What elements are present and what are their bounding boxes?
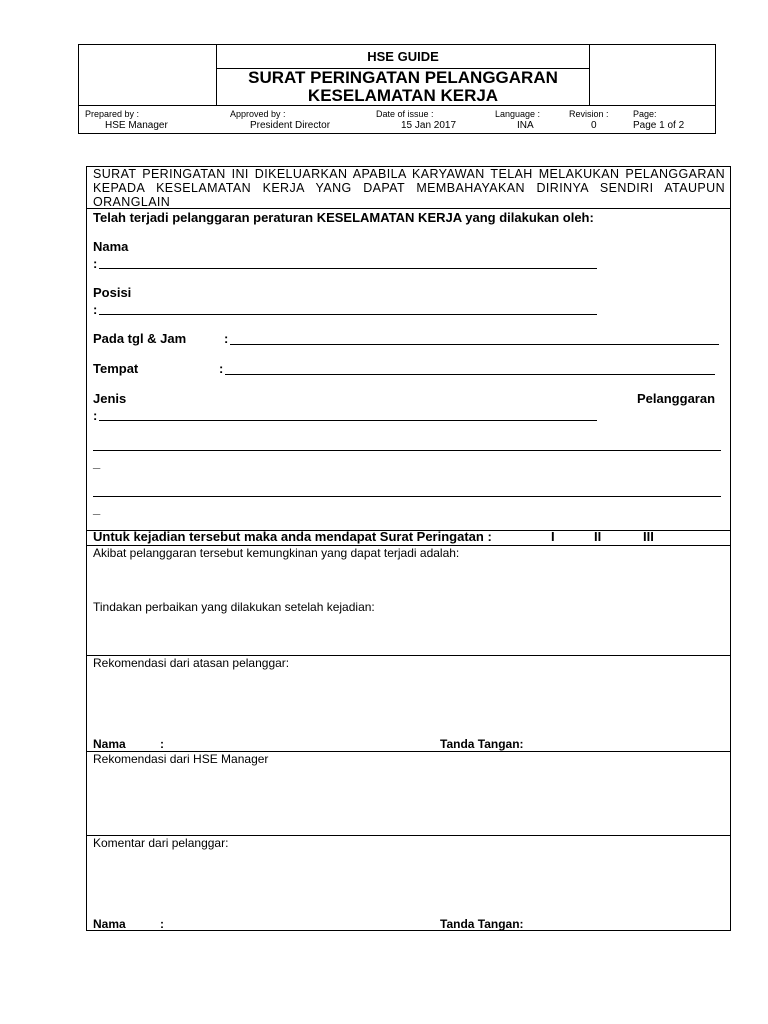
approved-by <box>230 109 330 131</box>
date-value: 15 Jan 2017 <box>401 120 457 131</box>
language <box>495 109 540 131</box>
warning-form <box>86 166 731 931</box>
title-line-1: SURAT PERINGATAN PELANGGARAN <box>248 68 558 87</box>
tgl-jam-colon: : <box>224 331 229 346</box>
rekomendasi-hse-label: Rekomendasi dari HSE Manager <box>93 752 269 766</box>
jenis-colon: : <box>93 408 98 423</box>
posisi-field[interactable] <box>99 314 597 315</box>
atasan-tanda-tangan: Tanda Tangan: <box>440 737 524 751</box>
akibat-label: Akibat pelanggaran tersebut kemungkinan yang dapat terjadi adalah: <box>93 546 460 560</box>
language-value: INA <box>517 120 534 131</box>
warning-level-text: Untuk kejadian tersebut maka anda mendapat Surat Peringatan : <box>93 529 492 544</box>
title-line-2: KESELAMATAN KERJA <box>307 86 499 105</box>
komentar-nama-colon: : <box>160 917 164 931</box>
tempat-label: Tempat <box>93 361 139 376</box>
tindakan-label: Tindakan perbaikan yang dilakukan setelah kejadian: <box>93 600 375 614</box>
komentar-section <box>87 836 730 930</box>
revision <box>569 109 609 131</box>
tempat-field[interactable] <box>225 374 715 375</box>
atasan-nama-label: Nama <box>93 737 126 751</box>
jenis-extra-dash-1: _ <box>93 455 101 470</box>
page-label: Page: <box>633 109 657 119</box>
warning-level-3[interactable]: III <box>643 529 654 544</box>
right-cell <box>589 45 715 105</box>
date-of-issue <box>376 109 456 131</box>
tgl-jam-field[interactable] <box>230 344 719 345</box>
nama-field[interactable] <box>99 268 597 269</box>
komentar-nama-label: Nama <box>93 917 126 931</box>
nama-colon: : <box>93 256 98 271</box>
document-title <box>217 69 589 105</box>
posisi-colon: : <box>93 302 98 317</box>
jenis-label: Jenis <box>93 391 127 406</box>
komentar-label: Komentar dari pelanggar: <box>93 836 229 850</box>
warning-level-2[interactable]: II <box>594 529 602 544</box>
warning-level-section <box>87 531 730 546</box>
pelanggaran-label: Pelanggaran <box>637 391 716 406</box>
prepared-label: Prepared by : <box>85 109 140 119</box>
rekomendasi-atasan-section <box>87 656 730 752</box>
logo-cell <box>79 45 217 105</box>
approved-label: Approved by : <box>230 109 286 119</box>
page-value: Page 1 of 2 <box>633 120 685 131</box>
date-label: Date of issue : <box>376 109 434 119</box>
document-header <box>78 44 716 134</box>
rekomendasi-atasan-label: Rekomendasi dari atasan pelanggar: <box>93 656 290 670</box>
violation-heading: Telah terjadi pelanggaran peraturan KESELAMATAN KERJA yang dilakukan oleh: <box>93 210 594 225</box>
revision-label: Revision : <box>569 109 609 119</box>
prepared-by <box>85 109 168 131</box>
komentar-tanda-tangan: Tanda Tangan: <box>440 917 524 931</box>
language-label: Language : <box>495 109 541 119</box>
posisi-label: Posisi <box>93 285 132 300</box>
tempat-colon: : <box>219 361 224 376</box>
warning-level-1[interactable]: I <box>551 529 555 544</box>
header-meta-row <box>79 105 715 133</box>
jenis-field[interactable] <box>99 420 597 421</box>
jenis-extra-line-2[interactable] <box>93 496 721 497</box>
nama-label: Nama <box>93 239 129 254</box>
jenis-extra-line-1[interactable] <box>93 450 721 451</box>
approved-value: President Director <box>250 120 331 131</box>
prepared-value: HSE Manager <box>105 120 168 131</box>
revision-value: 0 <box>591 120 597 131</box>
page-info <box>633 109 684 131</box>
jenis-extra-dash-2: _ <box>93 501 101 516</box>
intro-section <box>87 167 730 209</box>
consequence-section <box>87 546 730 656</box>
tgl-jam-label: Pada tgl & Jam <box>93 331 187 346</box>
header-guide: HSE GUIDE <box>217 45 589 69</box>
atasan-nama-colon: : <box>160 737 164 751</box>
intro-text: SURAT PERINGATAN INI DIKELUARKAN APABILA KARYAWAN TELAH MELAKUKAN PELANGGARAN KEPADA KESELAMATAN KERJA YANG DAPAT MEMBAHAYAKAN DIRINYA SENDIRI ATAUPUN ORANGLAIN <box>93 167 725 209</box>
violation-section <box>87 209 730 531</box>
rekomendasi-hse-section <box>87 752 730 836</box>
